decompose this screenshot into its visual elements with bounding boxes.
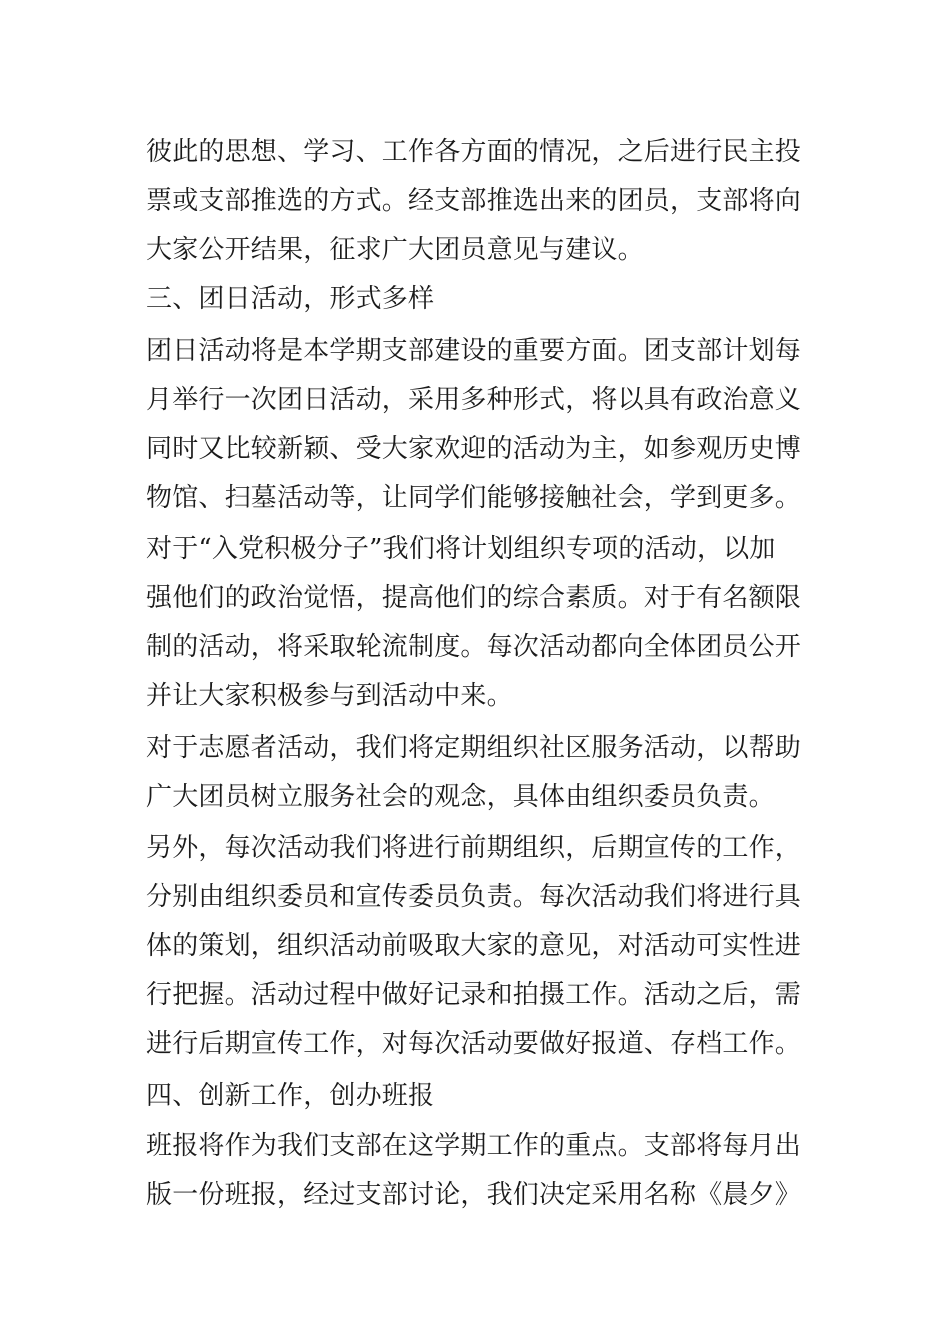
text-line: 大家公开结果，征求广大团员意见与建议。 — [146, 235, 644, 265]
text-line: 体的策划，组织活动前吸取大家的意见，对活动可实性进 — [146, 931, 802, 961]
text-line: 强他们的政治觉悟，提高他们的综合素质。对于有名额限 — [146, 583, 802, 613]
section-heading-3: 三、团日活动，形式多样 — [146, 284, 435, 314]
section-heading-4: 四、创新工作，创办班报 — [146, 1081, 435, 1111]
text-line: 同时又比较新颖、受大家欢迎的活动为主，如参观历史博 — [146, 434, 802, 464]
text-line: 对于志愿者活动，我们将定期组织社区服务活动，以帮助 — [146, 733, 802, 763]
text-line: 版一份班报，经过支部讨论，我们决定采用名称《晨夕》 — [146, 1180, 802, 1210]
text-line: 分别由组织委员和宣传委员负责。每次活动我们将进行具 — [146, 882, 802, 912]
text-line: 并让大家积极参与到活动中来。 — [146, 681, 513, 711]
text-line: 对于“入党积极分子”我们将计划组织专项的活动，以加 — [146, 534, 776, 564]
text-line: 票或支部推选的方式。经支部推选出来的团员，支部将向 — [146, 186, 802, 216]
text-line: 团日活动将是本学期支部建设的重要方面。团支部计划每 — [146, 336, 802, 366]
text-line: 进行后期宣传工作，对每次活动要做好报道、存档工作。 — [146, 1029, 802, 1059]
text-line: 物馆、扫墓活动等，让同学们能够接触社会，学到更多。 — [146, 483, 802, 513]
text-line: 制的活动，将采取轮流制度。每次活动都向全体团员公开 — [146, 632, 802, 662]
text-line: 广大团员树立服务社会的观念，具体由组织委员负责。 — [146, 782, 775, 812]
text-line: 班报将作为我们支部在这学期工作的重点。支部将每月出 — [146, 1131, 802, 1161]
text-line: 另外，每次活动我们将进行前期组织，后期宣传的工作， — [146, 833, 802, 863]
text-line: 行把握。活动过程中做好记录和拍摄工作。活动之后，需 — [146, 980, 802, 1010]
text-line: 月举行一次团日活动，采用多种形式，将以具有政治意义 — [146, 385, 802, 415]
text-line: 彼此的思想、学习、工作各方面的情况，之后进行民主投 — [146, 137, 802, 167]
